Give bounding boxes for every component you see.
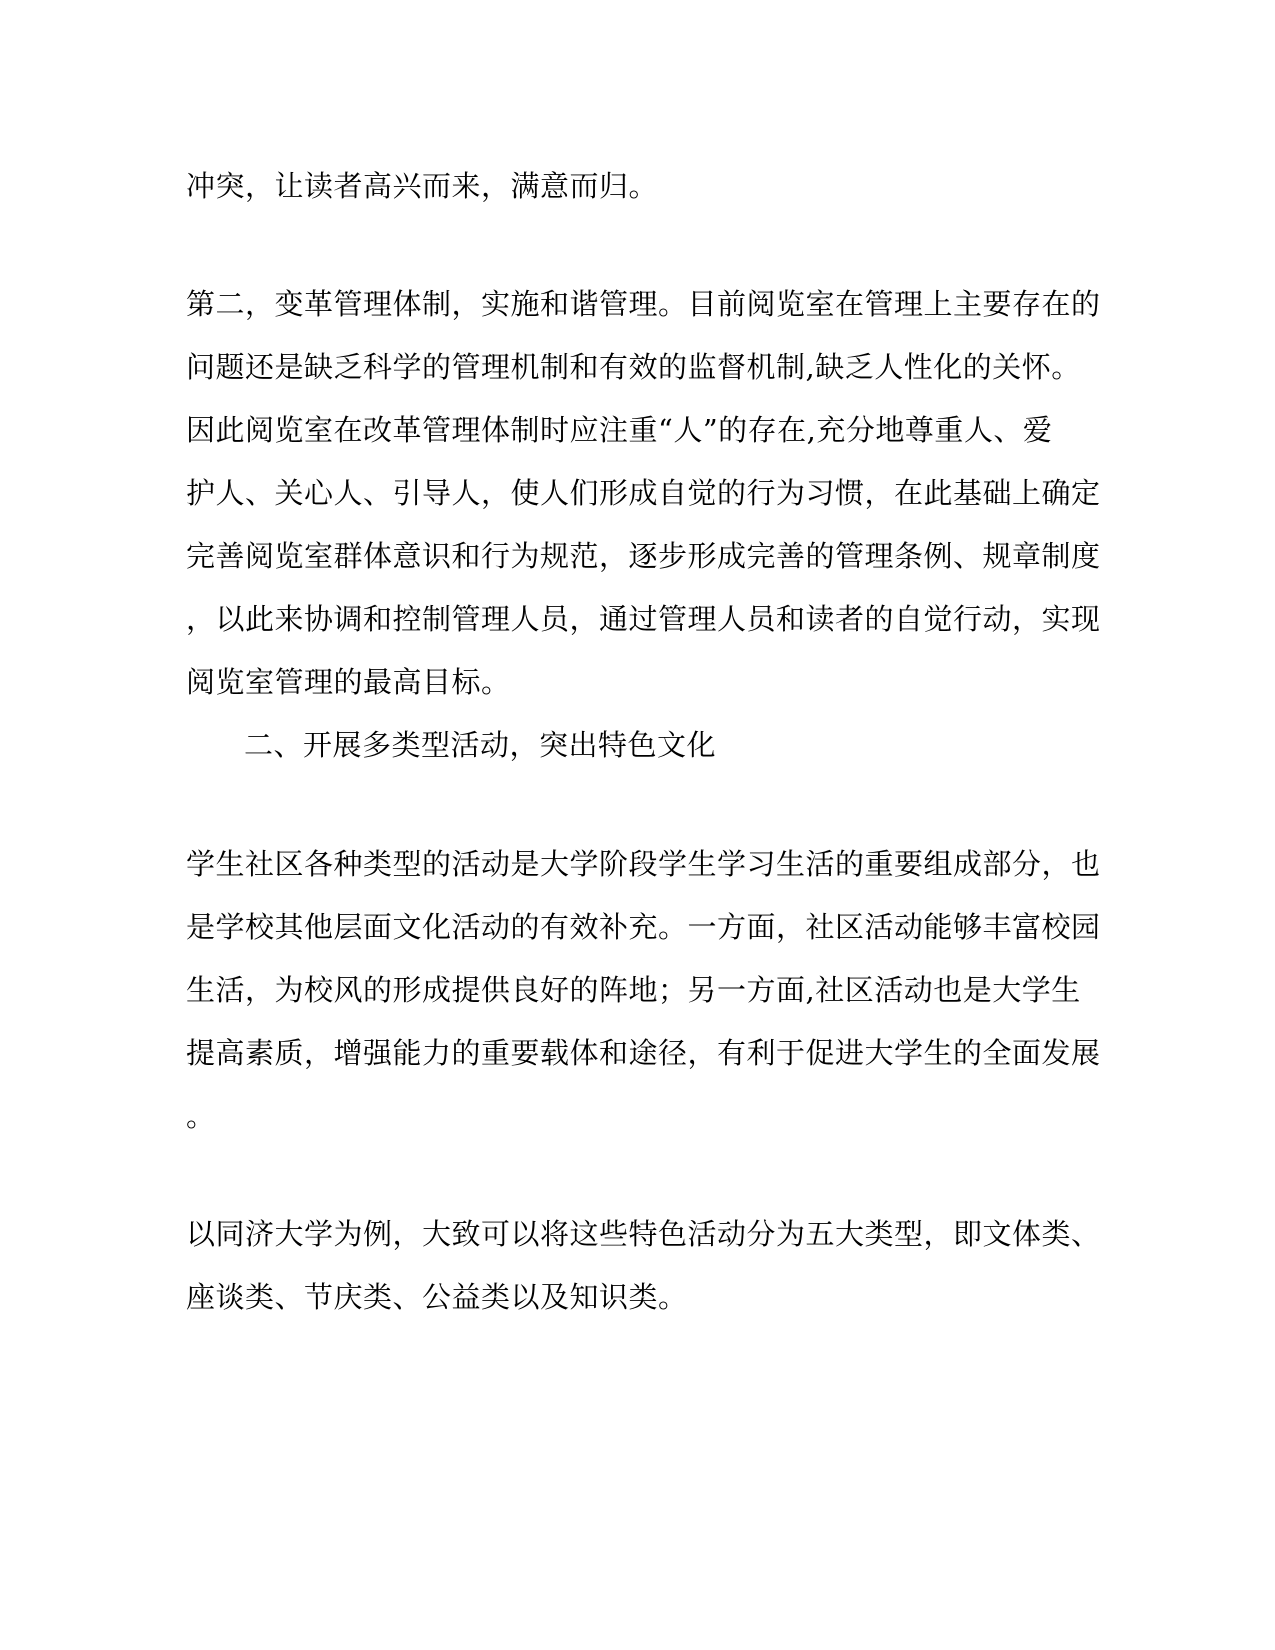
text-line: 是学校其他层面文化活动的有效补充。一方面，社区活动能够丰富校园 bbox=[186, 910, 1101, 944]
text-line: 护人、关心人、引导人，使人们形成自觉的行为习惯，在此基础上确定 bbox=[186, 476, 1101, 510]
text-line: 。 bbox=[186, 1099, 216, 1133]
text-line: 冲突，让读者高兴而来，满意而归。 bbox=[186, 169, 659, 203]
section-heading: 二、开展多类型活动，突出特色文化 bbox=[244, 728, 717, 762]
text-line: 阅览室管理的最高目标。 bbox=[186, 665, 511, 699]
text-line: 问题还是缺乏科学的管理机制和有效的监督机制,缺乏人性化的关怀。 bbox=[186, 350, 1081, 384]
text-line: ，以此来协调和控制管理人员，通过管理人员和读者的自觉行动，实现 bbox=[186, 602, 1101, 636]
text-line: 学生社区各种类型的活动是大学阶段学生学习生活的重要组成部分，也 bbox=[186, 847, 1101, 881]
text-line: 以同济大学为例，大致可以将这些特色活动分为五大类型，即文体类、 bbox=[186, 1217, 1101, 1251]
text-line: 生活，为校风的形成提供良好的阵地；另一方面,社区活动也是大学生 bbox=[186, 973, 1081, 1007]
text-line: 提高素质，增强能力的重要载体和途径，有利于促进大学生的全面发展 bbox=[186, 1036, 1101, 1070]
text-line: 完善阅览室群体意识和行为规范，逐步形成完善的管理条例、规章制度 bbox=[186, 539, 1101, 573]
text-line: 第二，变革管理体制，实施和谐管理。目前阅览室在管理上主要存在的 bbox=[186, 287, 1101, 321]
text-line: 座谈类、节庆类、公益类以及知识类。 bbox=[186, 1280, 688, 1314]
text-line: 因此阅览室在改革管理体制时应注重“人”的存在,充分地尊重人、爱 bbox=[186, 413, 1053, 447]
